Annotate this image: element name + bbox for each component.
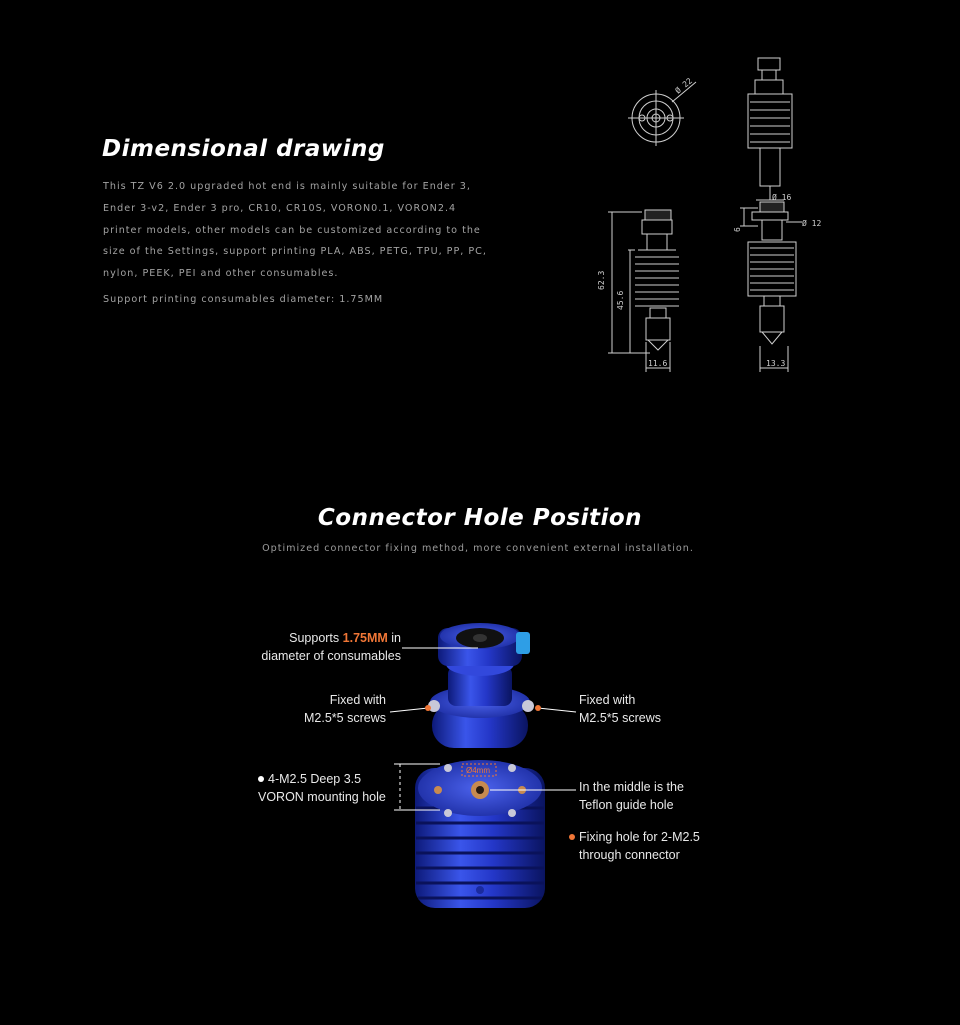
bullet-dot-icon — [258, 776, 264, 782]
connector-subtitle: Optimized connector fixing method, more convenient external installation. — [262, 543, 694, 554]
side-view-right-bottom — [740, 202, 802, 372]
label-top-diameter: Ø 22 — [673, 76, 695, 96]
label-height-6: 6 — [733, 227, 742, 232]
label-diameter-12: Ø 12 — [802, 219, 822, 228]
connector-title: Connector Hole Position — [317, 505, 643, 531]
diameter-note: Support printing consumables diameter: 1.75MM — [103, 294, 384, 305]
dimensional-drawing-figure — [590, 50, 840, 380]
label-supports-diameter: Supports 1.75MM in diameter of consumables — [261, 631, 401, 663]
dimensional-drawing-title: Dimensional drawing — [102, 136, 385, 162]
description-line-2: Ender 3-v2, Ender 3 pro, CR10, CR10S, VORON0.1, VORON2.4 — [103, 203, 457, 214]
bullet-dot-icon — [569, 834, 575, 840]
description-line-5: nylon, PEEK, PEI and other consumables. — [103, 268, 339, 279]
label-height-total: 62.3 — [597, 270, 606, 290]
label-width-right: 13.3 — [766, 359, 786, 368]
label-teflon-guide: In the middle is the Teflon guide hole — [579, 780, 684, 812]
label-voron-mounting: 4-M2.5 Deep 3.5 VORON mounting hole — [258, 772, 386, 804]
description-line-4: size of the Settings, support printing PLA, ABS, PETG, TPU, PP, PC, — [103, 246, 487, 257]
description-line-3: printer models, other models can be customized according to the — [103, 225, 481, 236]
label-fixed-left: Fixed with M2.5*5 screws — [304, 693, 386, 725]
label-width-left: 11.6 — [648, 359, 668, 368]
label-height-heatsink: 45.6 — [616, 290, 625, 310]
label-fixing-hole: Fixing hole for 2-M2.5 through connector — [569, 829, 700, 864]
hole-size-label: Ø4mm — [466, 766, 490, 775]
side-view-right-top — [748, 58, 792, 200]
callout-lines — [380, 640, 580, 840]
top-view-drawing — [628, 82, 696, 146]
label-fixed-right: Fixed with M2.5*5 screws — [579, 693, 661, 725]
description-line-1: This TZ V6 2.0 upgraded hot end is mainly suitable for Ender 3, — [103, 181, 471, 192]
label-diameter-16: Ø 16 — [772, 193, 792, 202]
